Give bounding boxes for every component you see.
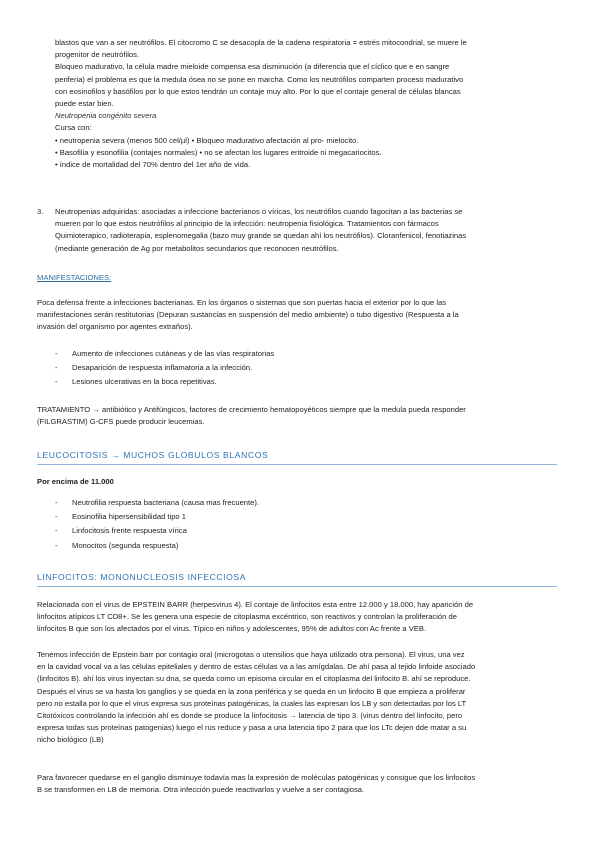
list-item-text: Aumento de infecciones cutáneas y de las vías respiratorias — [72, 349, 275, 358]
text-line: Citotóxicos controlando la infección ahí es donde se produce la linfocitosis → latencia de tipo 3. (virus dentro del linfocito, pero — [37, 711, 463, 721]
text-line: linfocitos B que son los afectados por el virus. Típico en niños y adolescentes, 95% de adultos con Ac frente a VEB. — [37, 624, 427, 634]
text-line: Poca defensa frente a infecciones bacterianas. En los órganos o sistemas que son puertas hacia el exterior por lo que las — [37, 298, 447, 307]
italic-label: Neutropenia congénito severa — [55, 111, 157, 121]
text-line: (linfocitos B). ahí los virus inyectan su dna, se queda como un episoma circular en el citoplasma del linfocito B. ahí se reproduce. — [37, 674, 471, 684]
cursa-line: • índice de mortalidad del 70% dentro del 1er año de vida. — [55, 160, 251, 170]
text-line: Después el virus se va hasta los ganglios y se queda en la zona periférica y se queda en un linfocito B que empieza a proliferar — [37, 686, 466, 696]
text-line: Tenemos infección de Epstein barr por contagio oral (microgotas o utensilios que haya utilizado otra persona). El virus, una vez — [37, 650, 465, 659]
text-line: en la cavidad vocal va a las células epiteliales y dentro de estas células va a las amígdalas. De ahí pasa al tejido linfoide asociado — [37, 662, 476, 672]
top-paragraph — [55, 37, 555, 171]
text-line: Quimioterapico, radioterapia, esplenomegalia (bazo muy grande se quedan ahí los neutrófilos). Cloranfenicol, fenotiazinas — [55, 231, 467, 241]
text-line: TRATAMIENTO → antibiótico y Antifúngicos, factores de crecimiento hematopoyéticos siempre que la medula pueda responder — [37, 405, 466, 414]
text-line: manifestaciones serán restitutorias (Depuran sustancias en suspensión del medio ambiente) o tubo digestivo (Respuesta a la — [37, 310, 459, 320]
por-encima-label: Por encima de 11.000 — [37, 477, 114, 486]
bullet-dash: - — [55, 349, 58, 358]
linfocitos-heading: LINFOCITOS: MONONUCLEOSIS INFECCIOSA — [37, 571, 557, 587]
text-line: pero no estalla por lo que el virus expresa sus proteínas patogénicas, la cuales las expresan los LB y son detectadas por los LT — [37, 698, 467, 708]
text-line: Neutropenias adquiridas: asociadas a infeccione bacterianos o víricas, los neutrófilos cuando fagocitan a las bacterias se — [55, 207, 463, 216]
list-item — [55, 511, 259, 525]
text-line: periferia) el problema es que la medula ósea no se pone en marcha. Como los neutrófilos comparten proceso madurativo — [55, 74, 464, 84]
list-item — [55, 348, 274, 362]
text-line: blastos que van a ser neutrófilos. El citocromo C se desacopla de la cadena respiratoria = estrés mitocondrial, se muere le — [55, 38, 467, 47]
list-item-text: Neutrofilia respuesta bacteriana (causa mas frecuente). — [72, 498, 259, 507]
text-line: puede estar bien. — [55, 99, 114, 109]
bullet-dash: - — [55, 377, 58, 387]
linfocitos-paragraph-1 — [37, 599, 557, 636]
text-line: invasión del organismo por agentes extraños). — [37, 322, 193, 332]
list-item-text: Eosinofilia hipersensibilidad tipo 1 — [72, 512, 186, 522]
text-line: con eosinofilos y basófilos por lo que estos tendrán un contaje muy alto. Por lo que el contaje general de células blancas — [55, 86, 461, 96]
text-line: linfocitos atípicos LT CD8+. Se les genera una especie de citoplasma excéntrico, son reactivos y controlan la proliferación de — [37, 612, 457, 622]
linfocitos-paragraph-2 — [37, 649, 557, 747]
cursa-con-label: Cursa con: — [55, 123, 92, 133]
item-body — [55, 206, 555, 255]
text-line: nicho biológico (LB) — [37, 735, 104, 745]
cursa-line: • Basofilia y esonofilia (contajes normales) • no se afectan los lugares eritroide ni megacariocitos. — [55, 147, 382, 157]
tratamiento-paragraph — [37, 404, 557, 428]
cursa-line: • neutropenia severa (menos 500 cel/µl) • Bloqueo madurativo afectación al pro- mielocito. — [55, 135, 359, 145]
text-line: (mediante generación de Ag por metabolitos secundarios que reconocen neutrófilos. — [55, 243, 339, 253]
text-line: expresa todas sus proteínas patogenias) luego el rus reduce y pasa a una latencia tipo 2 para que los LTc dejen dde matar a su — [37, 723, 467, 733]
leucocitosis-heading: LEUCOCITOSIS → MUCHOS GLOBULOS BLANCOS — [37, 449, 557, 465]
linfocitos-paragraph-3 — [37, 772, 557, 796]
text-line: mueren por lo que estos neutrófilos al principio de la infección: neutropenia fisiológica. Tratamientos con fármacos — [55, 219, 439, 229]
list-item-text: Linfocitosis frente respuesta vírica — [72, 526, 187, 536]
list-item — [55, 362, 274, 376]
list-item-text: Monocitos (segunda respuesta) — [72, 540, 179, 550]
list-item — [55, 540, 259, 554]
text-line: (FILGRASTIM) G-CFS puede producir leucemias. — [37, 417, 205, 427]
bullet-dash: - — [55, 363, 58, 373]
manifestaciones-heading: MANIFESTACIONES: — [37, 273, 112, 282]
leucocitosis-list — [55, 497, 259, 554]
item-number: 3. — [37, 207, 44, 216]
text-line: Para favorecer quedarse en el ganglio disminuye todavía mas la expresión de moléculas patogénicas y consigue que los linfocitos — [37, 773, 476, 782]
text-line: progenitor de neutrófilos. — [55, 50, 140, 60]
list-item-text: Lesiones ulcerativas en la boca repetitivas. — [72, 377, 217, 387]
bullet-dash: - — [55, 512, 58, 522]
bullet-dash: - — [55, 526, 58, 536]
manifestaciones-list — [55, 348, 274, 391]
text-line: Relacionada con el virus de EPSTEIN BARR (herpesvirus 4). El contaje de linfocitos esta entre 12.000 y 18.000, hay aparición de — [37, 600, 474, 609]
list-item-text: Desaparición de respuesta inflamatoria a la infección. — [72, 363, 253, 373]
bullet-dash: - — [55, 540, 58, 550]
list-item — [55, 525, 259, 539]
text-line: Bloqueo madurativo, la célula madre mieloide compensa esa disminución (a diferencia que el cíclico que e en sangre — [55, 62, 450, 72]
text-line: B se transformen en LB de memoria. Otra infección puede reactivarlos y vuelve a ser contagiosa. — [37, 785, 365, 795]
bullet-dash: - — [55, 498, 58, 507]
list-item — [55, 497, 259, 511]
list-item — [55, 376, 274, 390]
manifestaciones-paragraph — [37, 297, 557, 334]
